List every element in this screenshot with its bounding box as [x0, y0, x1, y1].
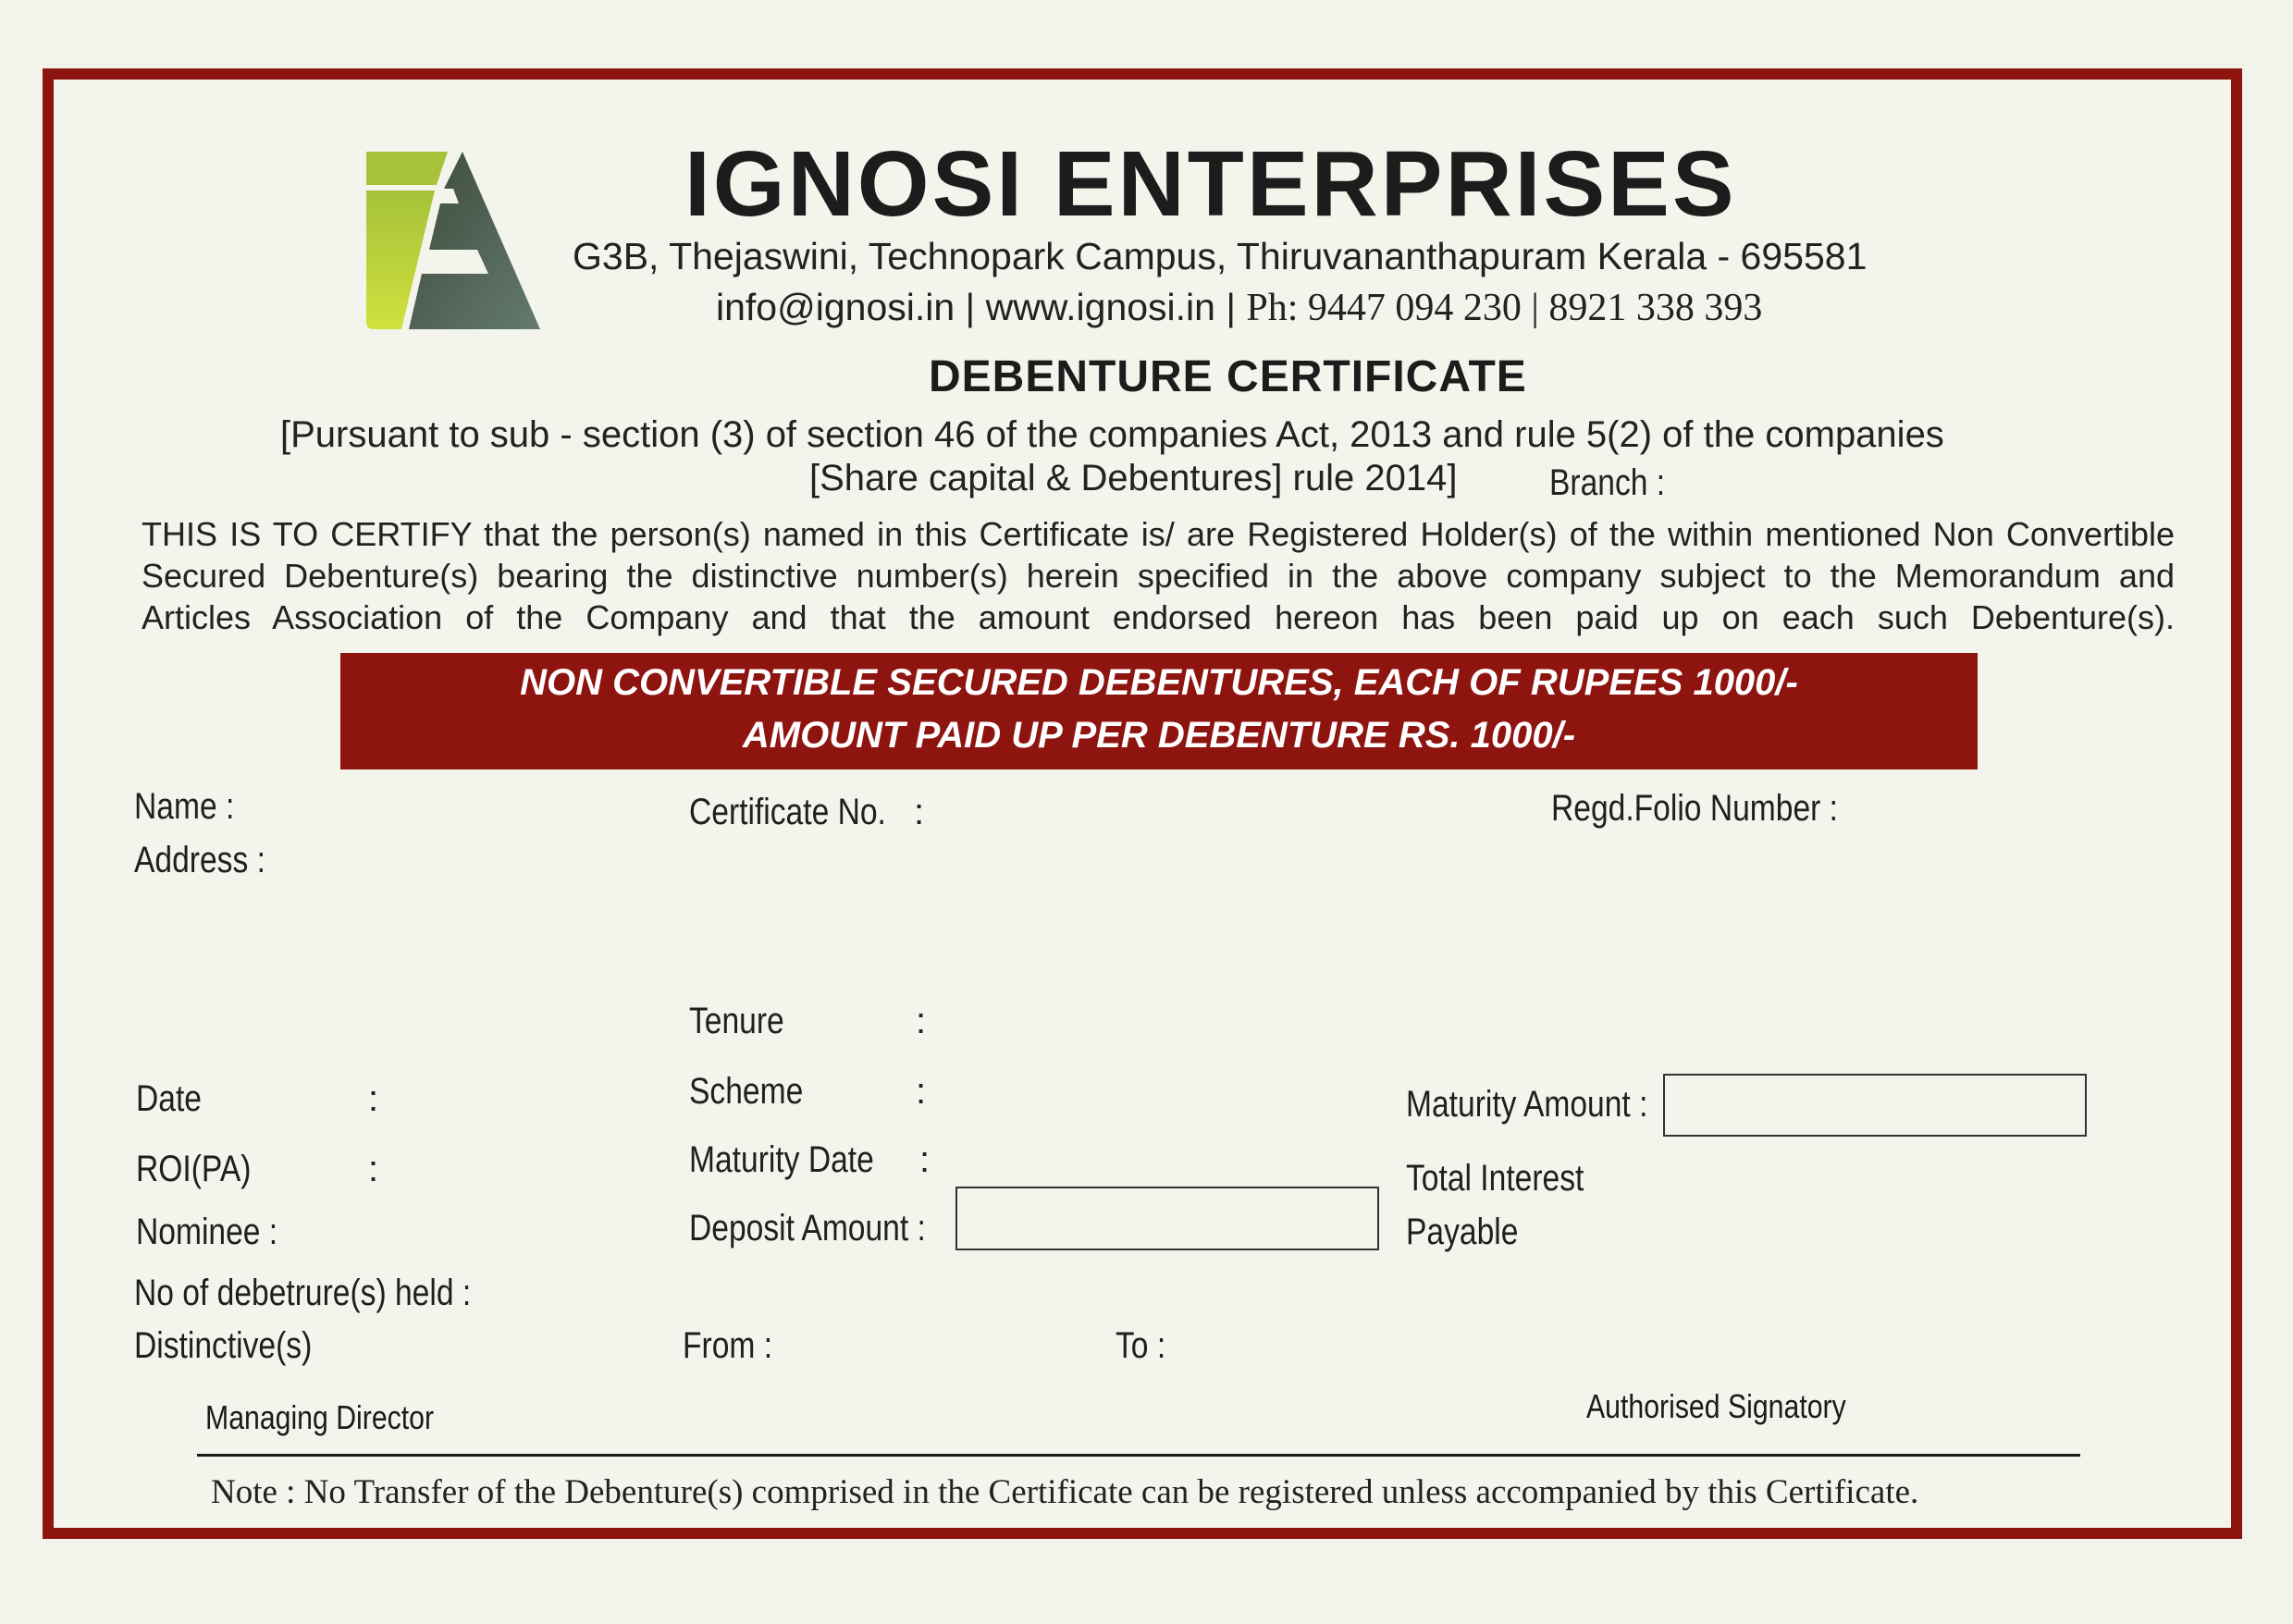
certificate-no-colon: : [914, 792, 925, 832]
company-address: G3B, Thejaswini, Technopark Campus, Thiruvananthapuram Kerala - 695581 [573, 235, 1868, 277]
nominee-label: Nominee : [136, 1212, 278, 1252]
company-contact [716, 286, 1762, 330]
address-label: Address : [134, 840, 265, 880]
certify-line: Articles Association of the Company and that the amount endorsed hereon has been paid up on each such Debenture(s). [142, 598, 2175, 636]
deposit-amount-field[interactable] [955, 1187, 1379, 1250]
banner-line-2: AMOUNT PAID UP PER DEBENTURE RS. 1000/- [742, 715, 1576, 756]
maturity-amount-label: Maturity Amount : [1406, 1084, 1648, 1125]
banner-line-1: NON CONVERTIBLE SECURED DEBENTURES, EACH OF RUPEES 1000/- [520, 662, 1798, 703]
tenure-colon: : [916, 1001, 927, 1041]
pursuant-line-2: [Share capital & Debentures] rule 2014] [809, 458, 1458, 498]
date-label: Date [136, 1078, 202, 1119]
document-title: DEBENTURE CERTIFICATE [929, 352, 1527, 401]
certify-line: THIS IS TO CERTIFY that the person(s) named in this Certificate is/ are Registered Holder(s) of the within mentioned Non Convertible [142, 515, 2175, 553]
tenure-label: Tenure [689, 1001, 784, 1041]
scheme-label: Scheme [689, 1071, 804, 1112]
transfer-note: Note : No Transfer of the Debenture(s) comprised in the Certificate can be registered unless accompanied by this Certificate. [211, 1473, 1919, 1511]
certify-statement [142, 513, 2175, 638]
maturity-date-label: Maturity Date [689, 1139, 874, 1180]
maturity-amount-field[interactable] [1663, 1074, 2087, 1137]
managing-director-label: Managing Director [205, 1398, 435, 1436]
total-interest-payable-label: Payable [1406, 1212, 1519, 1252]
authorised-signatory-label: Authorised Signatory [1586, 1387, 1846, 1425]
debentures-held-label: No of debetrure(s) held : [134, 1273, 472, 1313]
deposit-amount-label: Deposit Amount : [689, 1208, 926, 1249]
contact-web: info@ignosi.in | www.ignosi.in | [716, 286, 1247, 328]
name-label: Name : [134, 786, 235, 827]
from-label: From : [683, 1325, 773, 1366]
signature-divider [197, 1454, 2080, 1457]
roi-label: ROI(PA) [136, 1149, 252, 1189]
branch-label: Branch : [1549, 462, 1666, 503]
certificate-no-label: Certificate No. [689, 792, 886, 832]
scheme-colon: : [916, 1071, 927, 1112]
contact-phone: Ph: 9447 094 230 | 8921 338 393 [1246, 287, 1763, 329]
certify-line: Secured Debenture(s) bearing the distinctive number(s) herein specified in the above company subject to the Memorandum and [142, 557, 2175, 595]
distinctive-label: Distinctive(s) [134, 1325, 313, 1366]
folio-number-label: Regd.Folio Number : [1551, 788, 1838, 829]
debenture-banner [340, 653, 1978, 769]
date-colon: : [368, 1078, 379, 1119]
total-interest-label: Total Interest [1406, 1158, 1584, 1199]
maturity-date-colon: : [919, 1139, 931, 1180]
pursuant-line-1: [Pursuant to sub - section (3) of section 46 of the companies Act, 2013 and rule 5(2) of the companies [280, 414, 1944, 455]
roi-colon: : [368, 1149, 379, 1189]
to-label: To : [1116, 1325, 1166, 1366]
company-name: IGNOSI ENTERPRISES [684, 132, 1737, 236]
company-logo-icon [359, 148, 540, 333]
